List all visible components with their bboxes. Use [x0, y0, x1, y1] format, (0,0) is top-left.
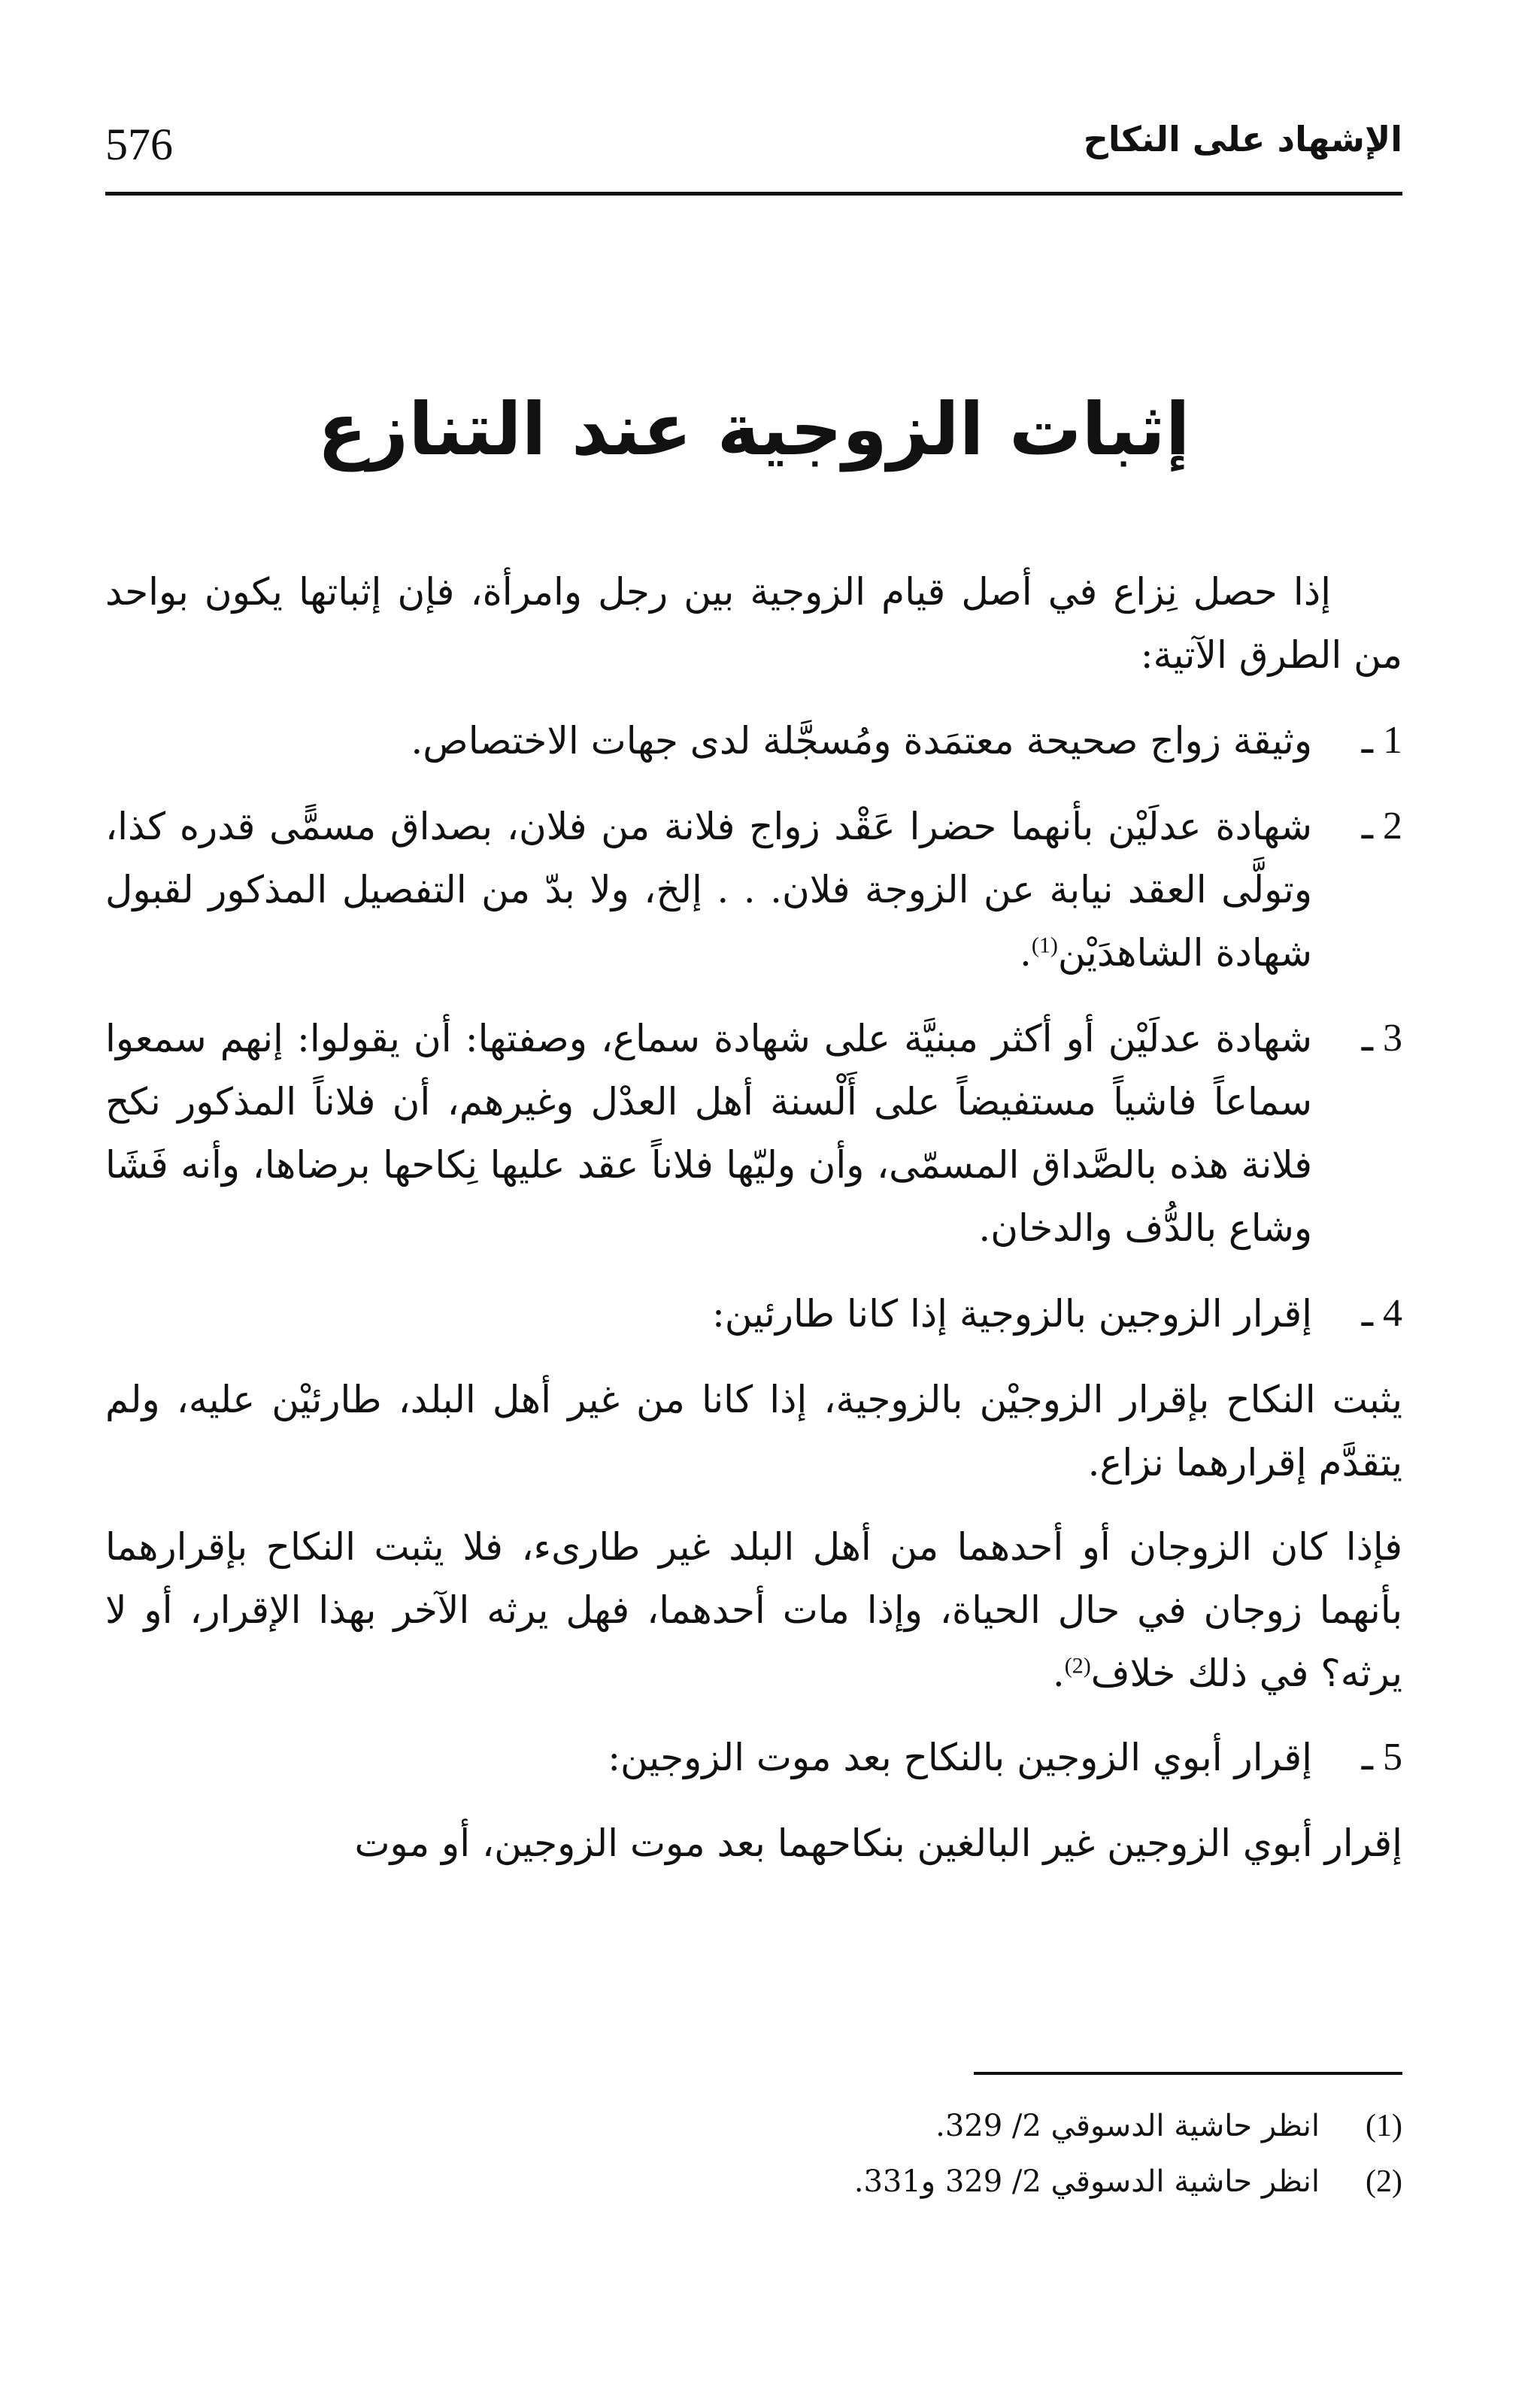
- footnote-mark: (2): [1366, 2164, 1402, 2199]
- item-end-punct: .: [1020, 931, 1032, 975]
- footnote-rule: [974, 2072, 1402, 2075]
- paragraph-5a: إقرار أبوي الزوجين غير البالغين بنكاحهما بعد موت الزوجين، أو موت: [354, 1821, 1402, 1865]
- paragraph-4b: [105, 1515, 1402, 1705]
- footnote-ref-2[interactable]: (2): [1064, 1653, 1091, 1679]
- page-header: [105, 113, 1402, 188]
- item-text: إقرار الزوجين بالزوجية إذا كانا طارئين:: [711, 1292, 1312, 1336]
- paragraph-text: فإذا كان الزوجان أو أحدهما من أهل البلد غير طارىء، فلا يثبت النكاح بإقرارهما بأنهما زوجان في حال الحياة، وإذا مات أحدهما، فهل يرثه الآخر بهذا الإقرار، أو لا يرثه؟ في ذلك خلاف: [105, 1525, 1402, 1695]
- footnote-mark: (1): [1366, 2109, 1402, 2143]
- item-number: 1 ـ: [1361, 719, 1402, 762]
- item-text-wrap: [105, 795, 1312, 984]
- item-number: 5 ـ: [1361, 1736, 1402, 1779]
- item-number: 3 ـ: [1361, 1017, 1402, 1060]
- footnote-text: انظر حاشية الدسوقي 2/ 329.: [935, 2109, 1320, 2143]
- list-item-4: [105, 1282, 1402, 1345]
- intro-paragraph: إذا حصل نِزاع في أصل قيام الزوجية بين رجل وامرأة، فإن إثباتها يكون بواحد من الطرق الآتية:: [105, 570, 1402, 677]
- item-text: إقرار أبوي الزوجين بالنكاح بعد موت الزوجين:: [608, 1736, 1312, 1779]
- footnotes: [105, 2098, 1402, 2209]
- list-item-3: [105, 1007, 1402, 1260]
- paragraph-4a: يثبت النكاح بإقرار الزوجيْن بالزوجية، إذا كانا من غير أهل البلد، طارئيْن عليه، ولم يتقدَّم إقرارهما نزاع.: [105, 1378, 1402, 1485]
- running-head: الإشهاد على النكاح: [1083, 119, 1402, 159]
- item-text: شهادة عدلَيْن أو أكثر مبنيَّة على شهادة سماع، وصفتها: أن يقولوا: إنهم سمعوا سماعاً فاشياً مستفيضاً على أَلْسنة أهل العدْل وغيرهم، أن فلاناً المذكور نكح فلانة هذه بالصَّداق المسمّى، وأن وليّها فلاناً عقد عليها نِكاحها برضاها، وأنه فَشَا وشاع بالدُّف والدخان.: [105, 1017, 1313, 1250]
- page-number: 576: [105, 120, 173, 169]
- item-number: 2 ـ: [1361, 805, 1402, 848]
- list-item-5: [105, 1726, 1402, 1789]
- footnote-2: [105, 2154, 1402, 2209]
- body-text: [105, 560, 1402, 1896]
- list-item-1: [105, 709, 1402, 772]
- footnote-ref-1[interactable]: (1): [1031, 933, 1058, 958]
- item-text: شهادة عدلَيْن بأنهما حضرا عَقْد زواج فلانة من فلان، بصداق مسمًّى قدره كذا، وتولَّى العقد نيابة عن الزوجة فلان. . . إلخ، ولا بدّ من التفصيل المذكور لقبول شهادة الشاهدَيْن: [105, 805, 1312, 975]
- footnote-1: [105, 2098, 1402, 2154]
- item-number: 4 ـ: [1361, 1292, 1402, 1335]
- paragraph-end-punct: .: [1052, 1651, 1065, 1695]
- item-text: وثيقة زواج صحيحة معتمَدة ومُسجَّلة لدى جهات الاختصاص.: [411, 719, 1312, 763]
- list-item-2: [105, 795, 1402, 984]
- footnote-text: انظر حاشية الدسوقي 2/ 329 و331.: [853, 2164, 1320, 2199]
- section-title: إثبات الزوجية عند التنازع: [317, 387, 1190, 472]
- header-rule: [105, 192, 1402, 196]
